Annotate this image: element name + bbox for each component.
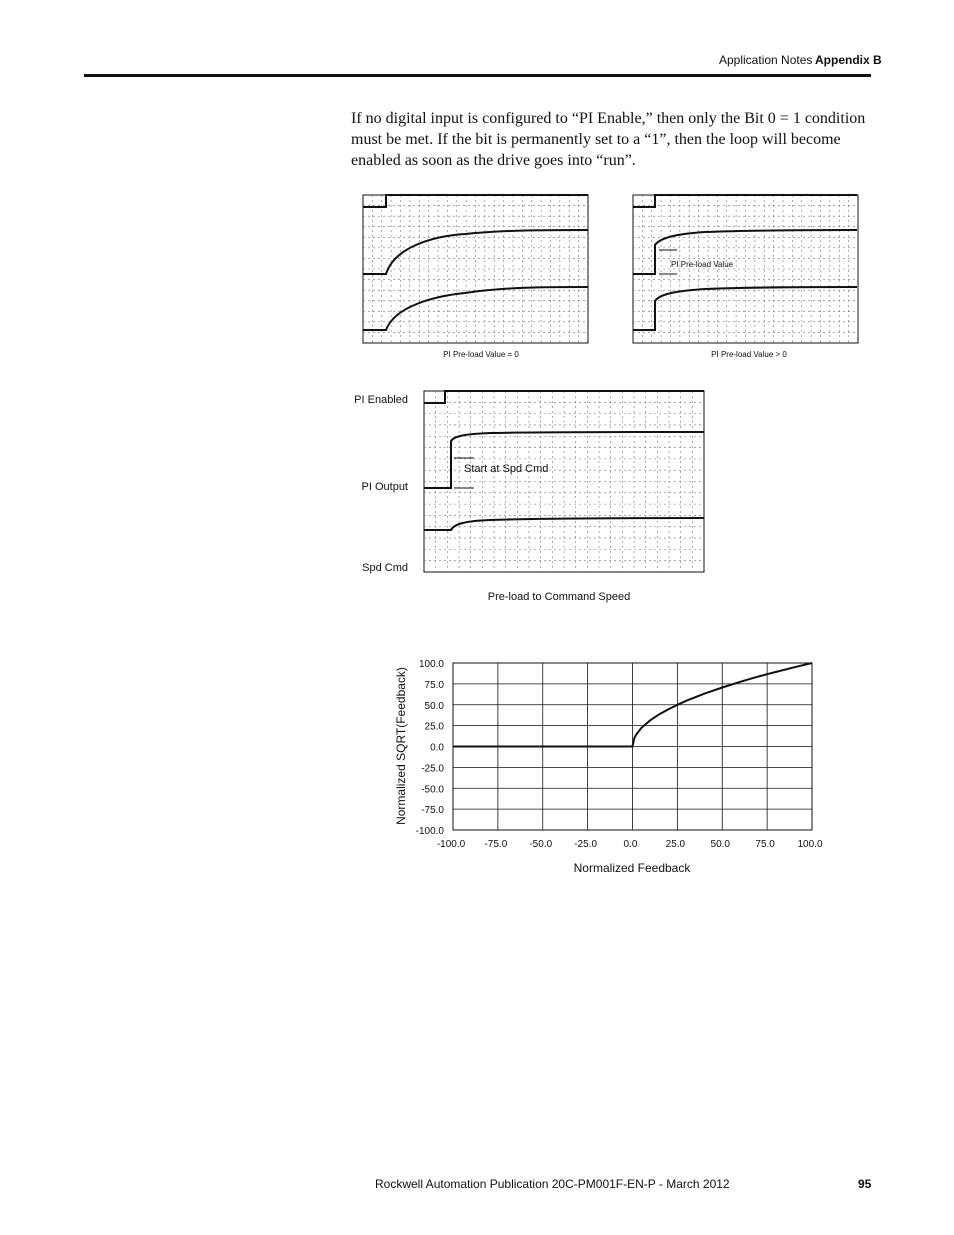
chart-x-tick-label: 0.0 xyxy=(623,839,638,850)
chart-x-tick-label: -75.0 xyxy=(484,839,508,850)
right-diagram-caption: PI Pre-load Value > 0 xyxy=(711,350,787,359)
body-paragraph: If no digital input is configured to “PI Enable,” then only the Bit 0 = 1 condition must be met. If the bit is permanently set to a “1”, then the loop will become enabled as soon as the drive goes into “run”. xyxy=(351,110,866,169)
chart-x-axis-label: Normalized Feedback xyxy=(573,861,691,875)
right-output-trace xyxy=(633,230,857,274)
chart-x-tick-label: 25.0 xyxy=(665,839,686,850)
spd-cmd-figure-caption: Pre-load to Command Speed xyxy=(487,591,631,603)
right-spdcmd-trace xyxy=(633,287,857,330)
chart-y-tick-label: 0.0 xyxy=(430,742,444,754)
footer-page-number: 95 xyxy=(858,1177,872,1191)
chart-x-tick-label: 100.0 xyxy=(797,839,823,850)
chart-y-axis-label: Normalized SQRT(Feedback) xyxy=(394,667,408,825)
chart-y-tick-label: 25.0 xyxy=(424,721,444,733)
chart-x-tick-label: 50.0 xyxy=(710,839,730,850)
chart-y-tick-label: 50.0 xyxy=(424,700,444,712)
left-spdcmd-trace xyxy=(363,287,588,330)
mid-spdcmd-trace xyxy=(424,518,704,530)
right-enable-trace xyxy=(633,195,857,207)
chart-y-tick-label: 75.0 xyxy=(424,679,444,691)
preload-spd-cmd-figure xyxy=(350,384,720,608)
preload-value-annotation: PI Pre-load Value xyxy=(671,260,734,269)
chart-x-tick-label: -100.0 xyxy=(436,839,466,850)
chart-y-tick-label: 100.0 xyxy=(418,659,444,670)
chart-y-tick-label: -25.0 xyxy=(421,763,444,775)
header-rule xyxy=(84,74,871,77)
chart-x-tick-label: -25.0 xyxy=(574,839,598,850)
header-appendix: Appendix B xyxy=(815,53,882,67)
left-timing-grid xyxy=(363,195,588,343)
sqrt-feedback-chart xyxy=(388,648,828,884)
mid-output-trace xyxy=(424,432,704,488)
spd-cmd-label: Spd Cmd xyxy=(362,562,408,574)
pi-enabled-label: PI Enabled xyxy=(354,394,408,406)
chart-y-tick-label: -50.0 xyxy=(421,784,444,796)
left-diagram-caption: PI Pre-load Value = 0 xyxy=(443,350,519,359)
start-at-spd-cmd-annotation: Start at Spd Cmd xyxy=(464,463,549,475)
middle-timing-grid xyxy=(424,391,704,572)
header-section: Application Notes xyxy=(719,53,813,67)
right-timing-grid xyxy=(633,195,858,343)
footer-publication: Rockwell Automation Publication 20C-PM001F-EN-P - March 2012 xyxy=(375,1177,730,1191)
chart-x-tick-label: 75.0 xyxy=(755,839,775,850)
chart-y-tick-label: -100.0 xyxy=(415,826,444,837)
preload-timing-figure xyxy=(355,188,870,368)
chart-y-tick-label: -75.0 xyxy=(421,805,444,817)
pi-output-label: PI Output xyxy=(361,481,408,493)
chart-x-tick-label: -50.0 xyxy=(529,839,553,850)
